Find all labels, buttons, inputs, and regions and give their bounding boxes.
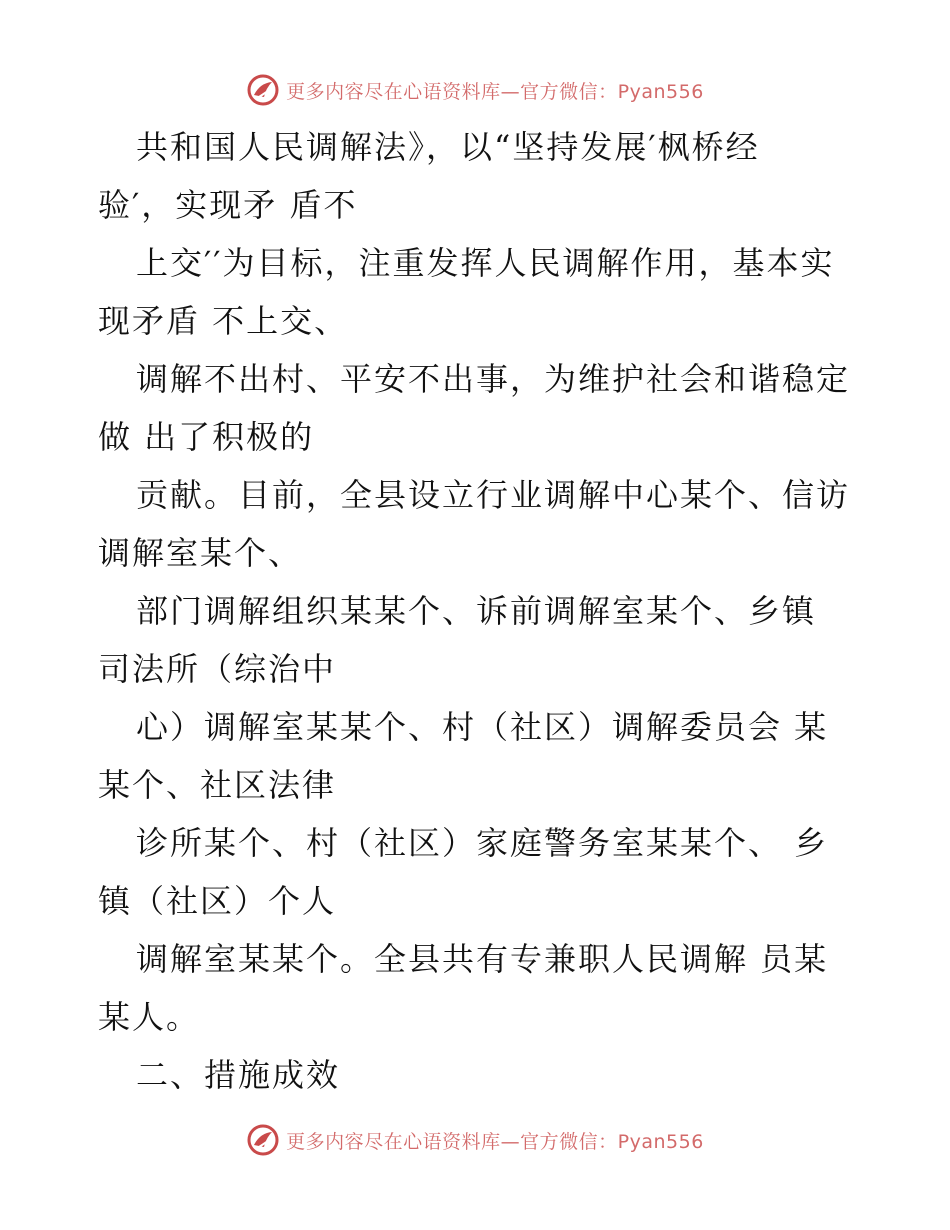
brush-seal-icon: [246, 1123, 280, 1157]
text-line: 现矛盾 不上交、: [98, 302, 349, 340]
text-line: 某个、社区法律: [98, 766, 337, 804]
watermark-text: 更多内容尽在心语资料库—官方微信：Pyan556: [286, 80, 704, 103]
text-line: 验′，实现矛 盾不: [98, 186, 358, 224]
text-line: 某人。: [98, 998, 201, 1036]
text-line: 心）调解室某某个、村（社区）调解委员会 某: [136, 708, 829, 746]
text-line: 调解不出村、平安不出事，为维护社会和谐稳定: [136, 360, 851, 398]
text-line: 调解室某某个。全县共有专兼职人民调解 员某: [136, 940, 829, 978]
text-line: 诊所某个、村（社区）家庭警务室某某个、 乡: [136, 824, 829, 862]
text-line: 贡献。目前，全县设立行业调解中心某个、信访: [136, 476, 851, 514]
text-line: 共和国人民调解法》，以“坚持发展′枫桥经: [136, 128, 760, 166]
text-line: 镇（社区）个人: [98, 882, 337, 920]
section-heading: 二、措施成效: [136, 1056, 341, 1094]
text-line: 司法所（综治中: [98, 650, 337, 688]
brush-seal-icon: [246, 73, 280, 107]
footer-watermark-banner: [0, 1120, 950, 1160]
text-line: 部门调解组织某某个、诉前调解室某个、乡镇: [136, 592, 817, 630]
document-body: [98, 118, 868, 1104]
text-line: 调解室某个、: [98, 534, 303, 572]
header-watermark-banner: [0, 70, 950, 110]
text-line: 上交′′为目标，注重发挥人民调解作用，基本实: [136, 244, 835, 282]
watermark-text: 更多内容尽在心语资料库—官方微信：Pyan556: [286, 1130, 704, 1153]
text-line: 做 出了积极的: [98, 418, 315, 456]
